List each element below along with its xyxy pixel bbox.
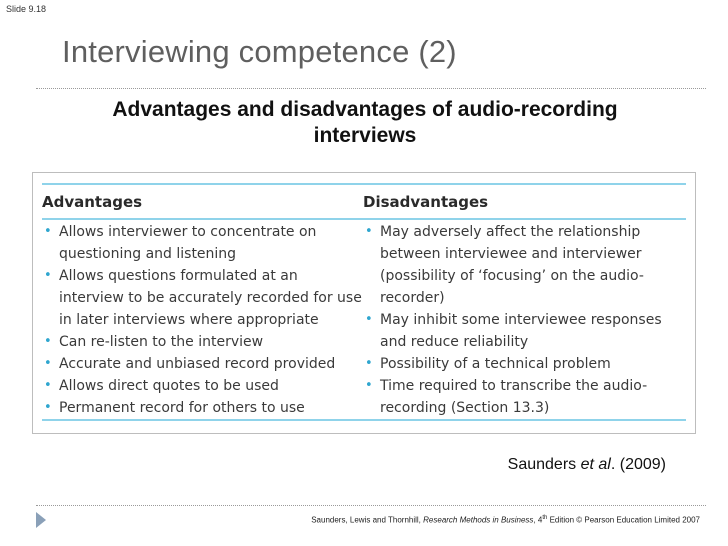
bullet-icon: • xyxy=(44,334,52,349)
slide-title: Interviewing competence (2) xyxy=(62,34,457,69)
advantages-header: Advantages xyxy=(42,193,143,211)
footer-divider xyxy=(36,505,706,506)
bullet-icon: • xyxy=(44,356,52,371)
list-item xyxy=(42,353,362,375)
list-item-text: May adversely affect the relationship between interviewee and interviewer (possibility of ‘focusing’ on the audio-recorder) xyxy=(380,224,644,306)
list-item xyxy=(363,353,681,375)
list-item xyxy=(363,309,681,353)
list-item xyxy=(42,375,362,397)
list-item xyxy=(42,265,362,331)
list-item xyxy=(42,331,362,353)
advantages-list xyxy=(42,221,362,419)
list-item-text: Permanent record for others to use xyxy=(59,400,305,416)
list-item-text: Possibility of a technical problem xyxy=(380,356,611,372)
bullet-icon: • xyxy=(44,224,52,239)
bullet-icon: • xyxy=(44,268,52,283)
bullet-icon: • xyxy=(365,378,373,393)
footer-edition-sup: th xyxy=(542,515,548,521)
table-bottom-rule xyxy=(42,419,686,421)
title-divider xyxy=(36,88,706,89)
footer-edition: , 4 xyxy=(533,515,543,525)
disadvantages-list xyxy=(363,221,681,419)
bullet-icon: • xyxy=(365,224,373,239)
citation-et-al: et al xyxy=(580,456,611,473)
footer-copyright: Edition © Pearson Education Limited 2007 xyxy=(547,515,700,525)
citation-author: Saunders xyxy=(507,456,577,473)
list-item-text: Can re-listen to the interview xyxy=(59,334,264,350)
bullet-icon: • xyxy=(44,378,52,393)
list-item-text: May inhibit some interviewee responses and reduce reliability xyxy=(380,312,662,350)
comparison-table xyxy=(32,172,696,434)
list-item xyxy=(363,375,681,419)
list-item-text: Allows interviewer to concentrate on questioning and listening xyxy=(59,224,317,262)
list-item xyxy=(42,221,362,265)
list-item-text: Allows direct quotes to be used xyxy=(59,378,279,394)
table-top-rule xyxy=(42,183,686,185)
next-slide-arrow-icon[interactable] xyxy=(36,512,46,528)
footer-credit xyxy=(311,515,700,525)
footer-book-title: Research Methods in Business xyxy=(423,515,534,525)
bullet-icon: • xyxy=(44,400,52,415)
disadvantages-column xyxy=(363,191,681,419)
disadvantages-header: Disadvantages xyxy=(363,193,489,211)
footer-authors: Saunders, Lewis and Thornhill, xyxy=(311,515,421,525)
citation xyxy=(508,456,666,474)
advantages-column xyxy=(42,191,362,419)
list-item-text: Time required to transcribe the audio-recording (Section 13.3) xyxy=(380,378,648,416)
slide-number: Slide 9.18 xyxy=(6,4,47,14)
bullet-icon: • xyxy=(365,312,373,327)
list-item-text: Allows questions formulated at an interview to be accurately recorded for use in later interviews where appropriate xyxy=(59,268,362,328)
bullet-icon: • xyxy=(365,356,373,371)
list-item-text: Accurate and unbiased record provided xyxy=(59,356,336,372)
citation-year: . (2009) xyxy=(610,456,666,473)
table-caption: Advantages and disadvantages of audio-recording interviews xyxy=(112,98,618,147)
list-item xyxy=(363,221,681,309)
list-item xyxy=(42,397,362,419)
